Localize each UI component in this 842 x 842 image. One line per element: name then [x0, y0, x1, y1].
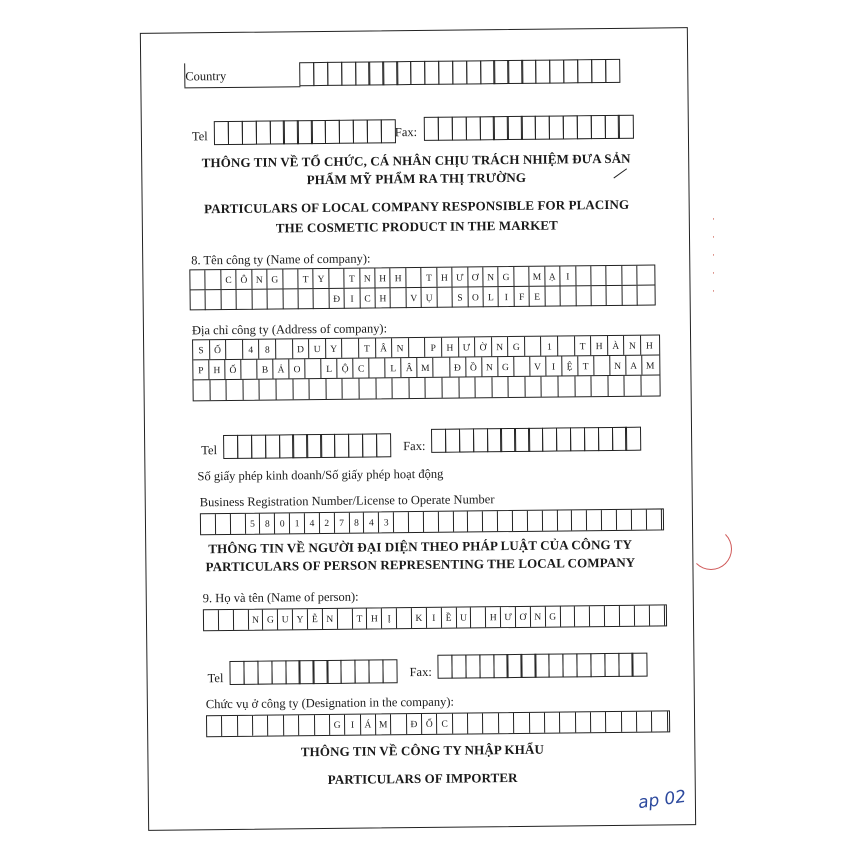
person-char-cell: Ị	[382, 608, 397, 628]
tel-box[interactable]	[380, 119, 395, 143]
address-char-cell	[542, 377, 559, 397]
license-char-cell: 7	[335, 513, 350, 533]
company-char-cell: V	[406, 288, 422, 308]
address-char-cell	[426, 378, 443, 398]
address-char-cell: G	[508, 337, 525, 356]
designation-char-cell	[576, 712, 592, 732]
section-importer-en: PARTICULARS OF IMPORTER	[327, 769, 518, 787]
person-char-cell: K	[412, 608, 427, 628]
address-char-cell	[193, 380, 210, 400]
license-char-cell	[216, 514, 231, 534]
section-local-vn-line1: THÔNG TIN VỀ TỔ CHỨC, CÁ NHÂN CHỊU TRÁCH NHIỆM ĐƯA SẢN	[201, 150, 631, 171]
designation-char-cell	[207, 716, 223, 736]
person-char-cell	[219, 610, 234, 630]
address-char-cell	[276, 379, 293, 399]
country-boxes[interactable]	[299, 59, 620, 86]
address-char-cell	[558, 336, 575, 355]
company-char-cell: T	[298, 269, 314, 288]
address-char-cell	[376, 378, 393, 398]
person-char-cell	[635, 606, 650, 626]
person-char-cell	[234, 610, 249, 630]
company-char-cell	[221, 290, 237, 310]
handwritten-initials: ap 02	[636, 786, 688, 814]
person-char-cell: Y	[293, 609, 308, 629]
country-label-bracket	[184, 63, 186, 87]
license-char-cell	[557, 510, 572, 530]
fax-boxes-1[interactable]	[424, 115, 634, 141]
company-char-cell	[329, 269, 345, 288]
company-char-cell	[607, 266, 623, 285]
company-char-cell: G	[499, 267, 515, 286]
designation-char-cell: Đ	[407, 714, 423, 734]
company-char-cell: F	[514, 287, 530, 307]
company-char-cell	[591, 286, 607, 306]
company-char-cell	[314, 289, 330, 309]
company-char-cell	[622, 266, 638, 285]
designation-char-cell	[560, 712, 576, 732]
address-grid[interactable]	[192, 334, 661, 401]
license-char-cell	[572, 510, 587, 530]
company-char-cell: N	[360, 268, 376, 287]
address-char-cell	[608, 376, 625, 396]
license-char-cell: 4	[364, 512, 379, 532]
address-char-cell	[442, 378, 459, 398]
company-char-cell	[283, 269, 299, 288]
person-char-cell: U	[278, 609, 293, 629]
license-char-cell: 8	[260, 514, 275, 534]
company-char-cell: C	[360, 288, 376, 308]
company-name-grid[interactable]	[189, 265, 655, 311]
person-char-cell: N	[531, 607, 546, 627]
license-char-cell	[513, 511, 528, 531]
designation-char-cell	[606, 712, 622, 732]
tel-boxes-1[interactable]	[214, 119, 396, 145]
designation-char-cell: M	[376, 714, 392, 734]
company-char-cell: Ô	[237, 270, 253, 289]
tel-boxes-3[interactable]	[229, 659, 397, 685]
person-char-cell	[620, 606, 635, 626]
address-char-cell: T	[359, 338, 376, 357]
designation-char-cell	[499, 713, 515, 733]
address-char-cell: P	[193, 360, 209, 379]
address-char-cell	[305, 359, 321, 378]
license-char-cell: 2	[320, 513, 335, 533]
designation-char-cell	[483, 713, 499, 733]
fax-label-3: Fax:	[409, 664, 432, 680]
address-char-cell	[342, 339, 359, 358]
section-local-vn-line2: PHẨM MỸ PHẨM RA THỊ TRƯỜNG	[306, 169, 527, 188]
address-char-cell	[359, 378, 376, 398]
address-char-cell	[343, 379, 360, 399]
license-char-cell	[394, 512, 409, 532]
license-char-cell: 3	[379, 512, 394, 532]
company-char-cell	[283, 289, 299, 309]
license-char-cell	[617, 510, 632, 530]
person-name-boxes[interactable]	[203, 604, 667, 631]
fax-box[interactable]	[632, 653, 647, 677]
address-char-cell: I	[546, 356, 562, 375]
address-char-cell: 1	[542, 337, 559, 356]
address-char-cell	[227, 380, 244, 400]
section-local-en-line2: THE COSMETIC PRODUCT IN THE MARKET	[275, 217, 558, 236]
company-char-cell: I	[560, 266, 576, 285]
license-char-cell	[439, 512, 454, 532]
designation-char-cell	[299, 715, 315, 735]
address-char-cell: 4	[243, 340, 260, 359]
fax-label-1: Fax:	[394, 124, 418, 140]
address-char-cell	[476, 377, 493, 397]
tel-label-3: Tel	[207, 671, 224, 686]
license-char-cell	[201, 514, 216, 534]
address-char-cell	[310, 379, 327, 399]
section-rep-vn: THÔNG TIN VỀ NGƯỜI ĐẠI DIỆN THEO PHÁP LUẬT CỦA CÔNG TY	[208, 536, 633, 557]
tel-boxes-2[interactable]	[223, 433, 391, 459]
company-char-cell: L	[484, 287, 500, 307]
person-label: 9. Họ và tên (Name of person):	[202, 589, 359, 606]
country-label: Country	[185, 68, 227, 84]
address-char-cell: D	[293, 339, 310, 358]
license-char-cell: 0	[275, 513, 290, 533]
address-char-cell	[210, 380, 227, 400]
designation-char-cell	[391, 714, 407, 734]
designation-char-cell: Ố	[422, 714, 438, 734]
address-char-cell: Â	[376, 338, 393, 357]
address-char-cell: Â	[402, 358, 418, 377]
address-char-cell	[592, 376, 609, 396]
license-label-en: Business Registration Number/License to Operate Number	[199, 492, 495, 510]
address-char-cell: G	[498, 357, 514, 376]
person-char-cell: T	[352, 609, 367, 629]
company-char-cell	[514, 267, 530, 286]
company-char-cell: H	[437, 268, 453, 287]
country-box[interactable]	[605, 59, 620, 83]
person-char-cell: Ễ	[308, 609, 323, 629]
company-char-cell	[638, 266, 654, 285]
address-char-cell: À	[608, 336, 625, 355]
designation-char-cell	[253, 716, 269, 736]
license-char-cell	[602, 510, 617, 530]
license-char-cell	[231, 514, 246, 534]
fax-boxes-2[interactable]	[431, 427, 641, 453]
person-char-cell: H	[367, 608, 382, 628]
designation-char-cell: Á	[361, 714, 377, 734]
license-char-cell	[409, 512, 424, 532]
address-char-cell	[575, 376, 592, 396]
address-char-cell: P	[425, 338, 442, 357]
address-char-cell	[260, 379, 277, 399]
country-underline	[184, 86, 300, 89]
address-char-cell: Ố	[210, 340, 227, 359]
person-char-cell: Ơ	[516, 607, 531, 627]
address-char-cell	[226, 340, 243, 359]
address-char-cell	[434, 358, 450, 377]
address-char-cell: N	[610, 356, 626, 375]
address-char-cell	[525, 337, 542, 356]
address-char-cell: V	[530, 357, 546, 376]
address-char-cell	[594, 356, 610, 375]
designation-char-cell	[591, 712, 607, 732]
address-char-cell	[243, 380, 260, 400]
address-char-cell: Ệ	[562, 356, 578, 375]
company-char-cell: Ụ	[422, 288, 438, 308]
address-char-cell: N	[624, 336, 641, 355]
form-page	[140, 27, 696, 831]
tel-box[interactable]	[376, 433, 391, 457]
company-char-cell	[591, 266, 607, 285]
designation-char-cell	[545, 713, 561, 733]
address-char-cell: T	[575, 336, 592, 355]
company-char-cell	[622, 286, 638, 306]
license-char-cell	[587, 510, 602, 530]
address-char-cell: Đ	[450, 357, 466, 376]
designation-char-cell	[468, 713, 484, 733]
company-char-cell: H	[376, 288, 392, 308]
address-char-cell: N	[392, 338, 409, 357]
company-char-cell	[406, 268, 422, 287]
designation-char-cell	[453, 713, 469, 733]
license-char-cell	[632, 510, 647, 530]
address-char-cell: L	[386, 358, 402, 377]
company-char-cell	[576, 266, 592, 285]
designation-char-cell	[238, 716, 254, 736]
address-char-cell: Ờ	[475, 337, 492, 356]
address-char-cell	[492, 377, 509, 397]
tel-box[interactable]	[382, 659, 397, 683]
address-char-cell: Ồ	[466, 357, 482, 376]
section-importer-vn: THÔNG TIN VỀ CÔNG TY NHẬP KHẨU	[300, 741, 544, 760]
license-char-cell: 4	[305, 513, 320, 533]
stamp-edge-mark	[690, 528, 732, 570]
person-char-cell	[397, 608, 412, 628]
company-char-cell	[437, 288, 453, 308]
designation-char-cell	[637, 712, 653, 732]
company-char-cell: S	[453, 287, 469, 307]
company-char-cell: I	[345, 289, 361, 309]
license-char-cell	[647, 509, 662, 529]
company-char-cell: C	[221, 270, 237, 289]
person-char-cell	[204, 610, 219, 630]
license-char-cell: 5	[245, 514, 260, 534]
company-char-cell: O	[468, 287, 484, 307]
address-char-cell: U	[309, 339, 326, 358]
person-char-cell: U	[456, 607, 471, 627]
company-char-cell	[391, 288, 407, 308]
address-char-cell	[625, 376, 642, 396]
address-char-cell	[241, 360, 257, 379]
address-char-cell: S	[193, 340, 210, 359]
address-label: Địa chỉ công ty (Address of company):	[191, 321, 388, 338]
address-char-cell: 8	[259, 339, 276, 358]
designation-char-cell	[222, 716, 238, 736]
address-char-cell	[326, 379, 343, 399]
address-char-cell: Ộ	[338, 359, 354, 378]
company-char-cell	[190, 270, 206, 289]
company-char-cell: Y	[314, 269, 330, 288]
address-char-cell	[509, 377, 526, 397]
designation-char-cell: G	[330, 715, 346, 735]
address-char-cell: T	[578, 356, 594, 375]
company-char-cell: T	[422, 268, 438, 287]
company-char-cell	[191, 290, 207, 310]
company-row-2	[191, 286, 655, 311]
company-char-cell	[252, 290, 268, 310]
address-char-cell	[409, 338, 426, 357]
company-char-cell: Ạ	[545, 266, 561, 285]
license-char-cell	[543, 511, 558, 531]
company-char-cell: Ơ	[468, 267, 484, 286]
person-char-cell	[575, 606, 590, 626]
company-char-cell: Ư	[452, 267, 468, 286]
address-char-cell: N	[482, 357, 498, 376]
designation-char-cell	[514, 713, 530, 733]
designation-char-cell: C	[437, 714, 453, 734]
address-char-cell: M	[418, 358, 434, 377]
address-char-cell	[393, 378, 410, 398]
designation-char-cell	[622, 712, 638, 732]
company-char-cell	[545, 286, 561, 306]
company-char-cell: M	[530, 267, 546, 286]
address-char-cell	[370, 358, 386, 377]
company-char-cell	[298, 289, 314, 309]
company-char-cell	[561, 286, 577, 306]
company-char-cell: E	[530, 287, 546, 307]
address-char-cell: Ả	[273, 359, 289, 378]
address-row-3	[193, 375, 659, 400]
company-char-cell	[607, 286, 623, 306]
fax-label-2: Fax:	[403, 438, 426, 454]
address-char-cell	[525, 377, 542, 397]
company-char-cell: G	[267, 269, 283, 288]
license-char-cell	[498, 511, 513, 531]
person-char-cell	[650, 605, 665, 625]
designation-char-cell: I	[345, 715, 361, 735]
address-char-cell	[514, 357, 530, 376]
fax-box[interactable]	[618, 115, 633, 139]
tel-label-1: Tel	[191, 129, 208, 144]
company-char-cell: Đ	[329, 289, 345, 309]
address-char-cell: Y	[326, 339, 343, 358]
license-char-cell	[528, 511, 543, 531]
person-char-cell: Ư	[501, 607, 516, 627]
address-char-cell: O	[289, 359, 305, 378]
designation-boxes[interactable]	[206, 710, 670, 737]
license-char-cell	[483, 511, 498, 531]
person-char-cell: N	[248, 610, 263, 630]
license-char-cell: 8	[349, 513, 364, 533]
fax-boxes-3[interactable]	[437, 653, 647, 679]
address-char-cell: L	[322, 359, 338, 378]
address-char-cell: M	[645, 361, 655, 372]
person-char-cell: I	[427, 608, 442, 628]
person-char-cell: G	[546, 607, 561, 627]
stamp-edge-dots: · · · · ·	[712, 214, 715, 296]
address-char-cell	[409, 378, 426, 398]
designation-char-cell	[268, 715, 284, 735]
section-local-en-line1: PARTICULARS OF LOCAL COMPANY RESPONSIBLE FOR PLACING	[204, 196, 630, 217]
address-char-cell: H	[645, 341, 653, 352]
company-char-cell	[206, 290, 222, 310]
person-char-cell: G	[263, 609, 278, 629]
company-char-cell	[268, 289, 284, 309]
license-char-cell	[468, 511, 483, 531]
address-char-cell	[276, 339, 293, 358]
license-char-cell	[453, 511, 468, 531]
company-char-cell: T	[345, 269, 361, 288]
person-char-cell: Ề	[442, 608, 457, 628]
address-char-cell: C	[354, 359, 370, 378]
designation-char-cell	[530, 713, 546, 733]
designation-char-cell	[284, 715, 300, 735]
designation-char-cell	[652, 711, 668, 731]
person-char-cell	[605, 606, 620, 626]
address-char-cell: Ố	[225, 360, 241, 379]
person-char-cell	[590, 606, 605, 626]
address-char-cell: A	[626, 356, 642, 375]
address-char-cell: B	[257, 360, 273, 379]
person-char-cell	[338, 609, 353, 629]
license-char-cell	[424, 512, 439, 532]
address-char-cell	[293, 379, 310, 399]
company-char-cell: N	[483, 267, 499, 286]
address-char-cell: N	[492, 337, 509, 356]
company-label: 8. Tên công ty (Name of company):	[191, 251, 371, 268]
person-char-cell	[560, 606, 575, 626]
company-char-cell	[576, 286, 592, 306]
license-label-vn: Số giấy phép kinh doanh/Số giấy phép hoạt động	[197, 466, 444, 484]
person-char-cell: N	[323, 609, 338, 629]
company-char-cell: N	[252, 270, 268, 289]
company-char-cell: H	[375, 268, 391, 287]
company-char-cell	[237, 290, 253, 310]
designation-char-cell	[315, 715, 331, 735]
license-number-boxes[interactable]	[200, 508, 664, 535]
company-char-cell: I	[499, 287, 515, 307]
address-char-cell: Ư	[459, 337, 476, 356]
address-char-cell: H	[591, 336, 608, 355]
tel-label-2: Tel	[201, 443, 218, 458]
fax-box[interactable]	[625, 427, 640, 451]
designation-label: Chức vụ ở công ty (Designation in the company):	[205, 694, 454, 712]
company-char-cell	[206, 270, 222, 289]
person-char-cell: H	[486, 607, 501, 627]
person-char-cell	[471, 607, 486, 627]
section-rep-en: PARTICULARS OF PERSON REPRESENTING THE LOCAL COMPANY	[205, 554, 636, 575]
address-char-cell	[641, 375, 658, 395]
address-char-cell	[559, 376, 576, 396]
company-char-cell	[638, 286, 654, 306]
license-char-cell: 1	[290, 513, 305, 533]
address-char-cell	[459, 377, 476, 397]
address-char-cell: H	[209, 360, 225, 379]
address-char-cell: H	[442, 338, 459, 357]
company-char-cell: H	[391, 268, 407, 287]
